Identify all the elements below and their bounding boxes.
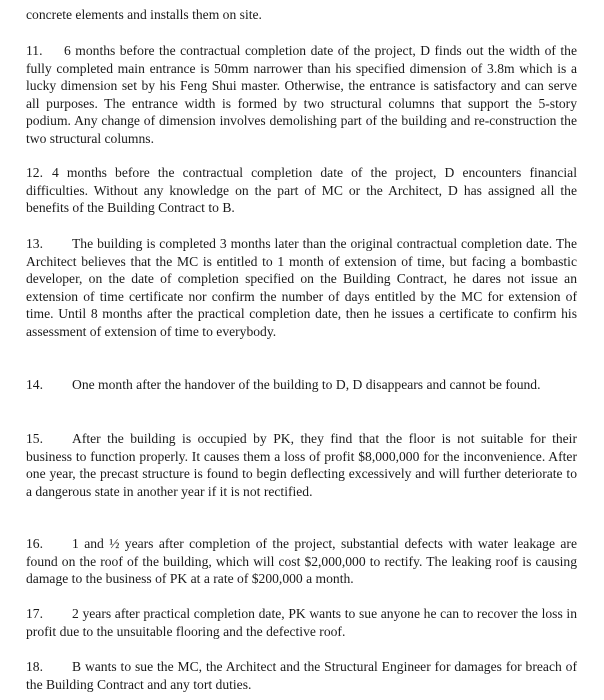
paragraph-text: 6 months before the contractual completion date of the project, D finds out the width of the fully completed main entrance is 50mm narrower than his specified dimension of 3.8m which is a lucky dimension set by his Feng Shui master. Otherwise, the entrance is satisfactory and can serve all purposes. The entrance width is formed by two structural columns that support the 5-story podium. Any change of dimension involves demolishing part of the building and re-construction the two structural columns.: [26, 43, 577, 146]
paragraph-number: 11.: [26, 43, 43, 58]
paragraph-number: 15.: [26, 431, 43, 446]
paragraph-16: [26, 535, 577, 588]
paragraph-14: [26, 376, 577, 394]
paragraph-number: 18.: [26, 659, 43, 674]
paragraph-text: 1 and ½ years after completion of the project, substantial defects with water leakage are found on the roof of the building, which will cost $2,000,000 to rectify. The leaking roof is causing damage to the business of PK at a rate of $200,000 a month.: [26, 536, 577, 587]
paragraph-15: [26, 430, 577, 500]
paragraph-13: [26, 235, 577, 341]
paragraph-text: After the building is occupied by PK, they find that the floor is not suitable for their business to function properly. It causes them a loss of profit $8,000,000 for the inconvenience. After one year, the precast structure is found to begin deflecting excessively and will further deteriorate to a dangerous state in another year if it is not rectified.: [26, 431, 577, 499]
paragraph-text: 4 months before the contractual completion date of the project, D encounters financial difficulties. Without any knowledge on the part of MC or the Architect, D has assigned all the benefits of the Building Contract to B.: [26, 165, 577, 216]
paragraph-text: One month after the handover of the building to D, D disappears and cannot be found.: [72, 377, 541, 392]
paragraph-number: 12.: [26, 165, 43, 180]
paragraph-number: 14.: [26, 377, 43, 392]
paragraph-number: 16.: [26, 536, 43, 551]
paragraph-18: [26, 658, 577, 693]
intro-line: concrete elements and installs them on site.: [26, 7, 262, 22]
paragraph-text: 2 years after practical completion date, PK wants to sue anyone he can to recover the loss in profit due to the unsuitable flooring and the defective roof.: [26, 606, 577, 639]
paragraph-12: [26, 164, 577, 217]
paragraph-number: 17.: [26, 606, 43, 621]
paragraph-text: B wants to sue the MC, the Architect and the Structural Engineer for damages for breach of the Building Contract and any tort duties.: [26, 659, 577, 692]
paragraph-17: [26, 605, 577, 640]
paragraph-text: The building is completed 3 months later than the original contractual completion date. The Architect believes that the MC is entitled to 1 month of extension of time, but facing a bombastic developer, on the date of completion specified on the Building Contract, he dares not issue an extension of time certificate nor confirm the number of days entitled by the MC for extension of time. Until 8 months after the practical completion date, then he issues a certificate to confirm his assessment of extension of time to everybody.: [26, 236, 577, 339]
paragraph-11: [26, 42, 577, 148]
paragraph-number: 13.: [26, 236, 43, 251]
